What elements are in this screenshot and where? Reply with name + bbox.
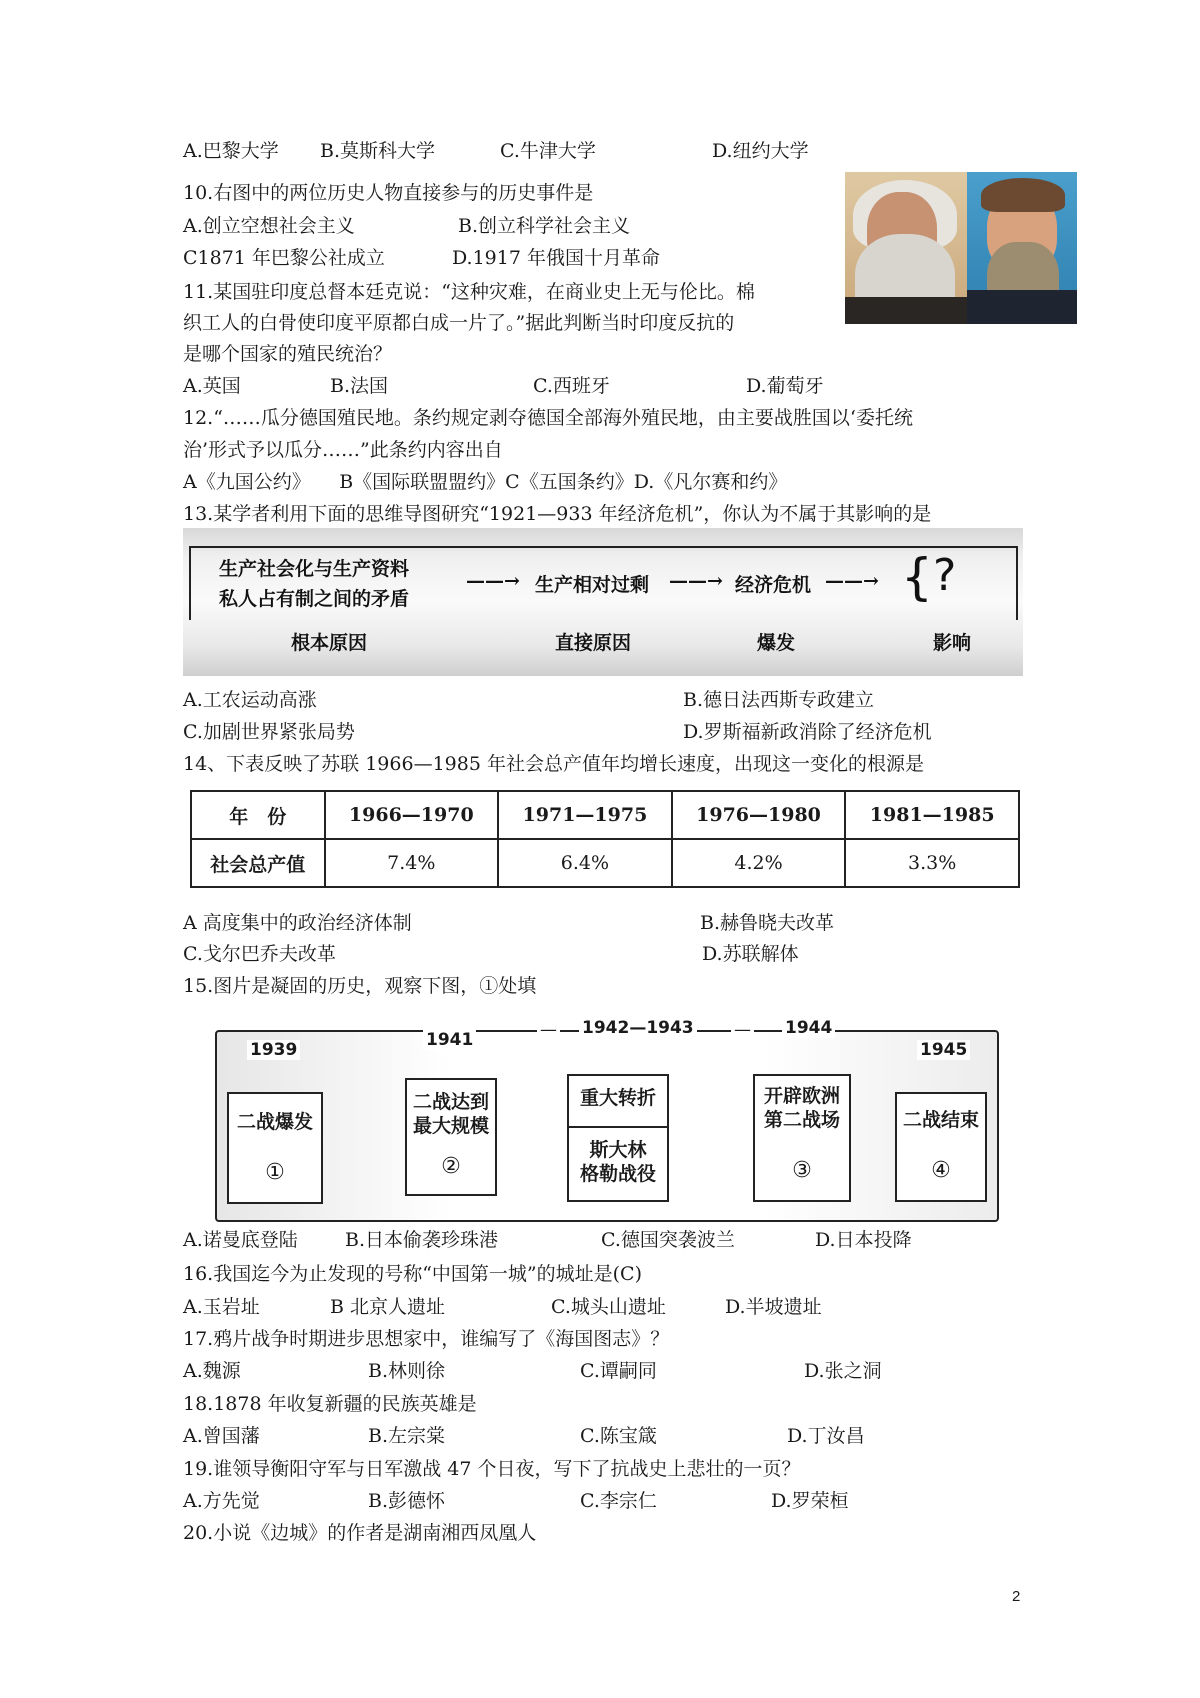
q13-option-a: A.工农运动高涨	[183, 689, 317, 711]
q19-option-a: A.方先觉	[183, 1490, 260, 1512]
mm-arrow-2: ——→	[669, 570, 723, 592]
q17-option-a: A.魏源	[183, 1360, 241, 1382]
question-15: 15.图片是凝固的历史，观察下图，①处填	[183, 975, 537, 997]
question-14: 14、下表反映了苏联 1966—1985 年社会总产值年均增长速度，出现这一变化的根源是	[183, 753, 924, 775]
q17-option-c: C.谭嗣同	[580, 1360, 657, 1382]
table-cell: 4.2%	[672, 839, 846, 887]
timeline-event-label: 二战爆发	[236, 1111, 313, 1133]
timeline-dash: —	[731, 1020, 754, 1040]
mm-label-outbreak: 爆发	[757, 632, 796, 654]
q18-option-b: B.左宗棠	[368, 1425, 446, 1447]
table-cell: 7.4%	[325, 839, 499, 887]
q13-option-b: B.德日法西斯专政建立	[683, 689, 875, 711]
timeline-year: 1944	[782, 1018, 835, 1038]
table-row	[191, 791, 1019, 839]
table-header-cell: 1966—1970	[325, 791, 499, 839]
q11-option-b: B.法国	[330, 375, 389, 397]
question-17: 17.鸦片战争时期进步思想家中，谁编写了《海国图志》？	[183, 1328, 670, 1350]
mm-question-mark: ?	[933, 550, 957, 601]
timeline-event-sublabel: 斯大林 格勒战役	[579, 1139, 656, 1185]
portrait-right	[967, 172, 1077, 324]
question-12-options: A《九国公约》 B《国际联盟盟约》C《五国条约》D.《凡尔赛和约》	[183, 471, 788, 493]
q9-option-c: C.牛津大学	[500, 140, 596, 162]
timeline-dash: —	[537, 1020, 560, 1040]
question-20: 20.小说《边城》的作者是湖南湘西凤凰人	[183, 1522, 537, 1544]
timeline-year: 1941	[423, 1030, 476, 1050]
question-10: 10.右图中的两位历史人物直接参与的历史事件是	[183, 182, 594, 204]
mm-crisis: 经济危机	[735, 574, 812, 596]
q18-option-c: C.陈宝箴	[580, 1425, 657, 1447]
ww2-timeline-figure	[215, 1012, 995, 1218]
q17-option-d: D.张之洞	[804, 1360, 882, 1382]
q19-option-b: B.彭德怀	[368, 1490, 446, 1512]
table-row	[191, 839, 1019, 887]
q9-option-a: A.巴黎大学	[183, 140, 279, 162]
q17-option-b: B.林则徐	[368, 1360, 446, 1382]
q9-option-b: B.莫斯科大学	[320, 140, 436, 162]
timeline-event-label: 二战结束	[902, 1109, 979, 1131]
mm-cause-line1: 生产社会化与生产资料	[219, 558, 410, 580]
mm-arrow-1: ——→	[466, 570, 520, 592]
question-11-line2: 织工人的白骨使印度平原都白成一片了。”据此判断当时印度反抗的	[183, 312, 735, 334]
table-header-cell: 1981—1985	[845, 791, 1019, 839]
q15-option-b: B.日本偷袭珍珠港	[345, 1229, 499, 1251]
question-13: 13.某学者利用下面的思维导图研究“1921—933 年经济危机”，你认为不属于其影响的是	[183, 503, 932, 525]
mm-arrow-3: ——→	[825, 570, 879, 592]
q15-option-c: C.德国突袭波兰	[601, 1229, 735, 1251]
mm-cause-line2: 私人占有制之间的矛盾	[219, 588, 410, 610]
q13-option-c: C.加剧世界紧张局势	[183, 721, 355, 743]
question-12-line2: 治’形式予以瓜分……”此条约内容出自	[183, 439, 503, 461]
mm-label-effect: 影响	[933, 632, 972, 654]
question-19: 19.谁领导衡阳守军与日军激战 47 个日夜，写下了抗战史上悲壮的一页？	[183, 1458, 801, 1480]
mm-brace: {	[901, 548, 933, 606]
question-11-line3: 是哪个国家的殖民统治？	[183, 343, 393, 365]
q9-option-d: D.纽约大学	[712, 140, 809, 162]
page-number: 2	[1012, 1588, 1021, 1605]
timeline-event-label: 二战达到 最大规模	[412, 1091, 489, 1137]
q19-option-d: D.罗荣桓	[771, 1490, 849, 1512]
table-header-cell: 1976—1980	[672, 791, 846, 839]
q11-option-c: C.西班牙	[533, 375, 610, 397]
q14-option-c: C.戈尔巴乔夫改革	[183, 943, 336, 965]
timeline-year: 1945	[917, 1040, 970, 1060]
timeline-event-box	[567, 1074, 669, 1202]
q14-option-d: D.苏联解体	[702, 943, 799, 965]
q15-option-d: D.日本投降	[815, 1229, 912, 1251]
q18-option-a: A.曾国藩	[183, 1425, 260, 1447]
timeline-blank-number: ②	[441, 1154, 461, 1179]
timeline-year: 1942—1943	[579, 1018, 697, 1038]
q16-option-b: B 北京人遗址	[330, 1296, 446, 1318]
q10-option-b: B.创立科学社会主义	[458, 215, 631, 237]
portraits-image	[845, 172, 1077, 324]
question-12-line1: 12.“……瓜分德国殖民地。条约规定剥夺德国全部海外殖民地，由主要战胜国以‘委托统	[183, 407, 913, 429]
q13-option-d: D.罗斯福新政消除了经济危机	[683, 721, 932, 743]
timeline-event-box	[895, 1092, 987, 1202]
timeline-event-box	[405, 1078, 497, 1196]
timeline-event-label: 开辟欧洲 第二战场	[763, 1085, 840, 1131]
mm-label-direct-cause: 直接原因	[555, 632, 632, 654]
timeline-event-label: 重大转折	[579, 1087, 656, 1109]
q11-option-a: A.英国	[183, 375, 241, 397]
q14-option-a: A 高度集中的政治经济体制	[183, 912, 412, 934]
timeline-event-box	[753, 1074, 851, 1202]
timeline-blank-number: ③	[792, 1158, 812, 1183]
table-header-cell: 1971—1975	[498, 791, 672, 839]
question-16: 16.我国迄今为止发现的号称“中国第一城”的城址是(C)	[183, 1263, 643, 1285]
mm-overproduction: 生产相对过剩	[535, 574, 650, 596]
timeline-year: 1939	[247, 1040, 300, 1060]
mm-label-root-cause: 根本原因	[291, 632, 368, 654]
q19-option-c: C.李宗仁	[580, 1490, 657, 1512]
portrait-left	[845, 172, 967, 324]
q16-option-d: D.半坡遗址	[725, 1296, 822, 1318]
table-cell: 社会总产值	[191, 839, 325, 887]
question-11-line1: 11.某国驻印度总督本廷克说：“这种灾难，在商业史上无与伦比。棉	[183, 281, 755, 303]
table-cell: 6.4%	[498, 839, 672, 887]
q11-option-d: D.葡萄牙	[746, 375, 824, 397]
q18-option-d: D.丁汝昌	[787, 1425, 865, 1447]
q16-option-a: A.玉岩址	[183, 1296, 260, 1318]
growth-rate-table	[190, 790, 1020, 888]
q10-option-c: C1871 年巴黎公社成立	[183, 247, 385, 269]
mind-map-figure	[183, 528, 1023, 676]
table-cell: 3.3%	[845, 839, 1019, 887]
q10-option-d: D.1917 年俄国十月革命	[452, 247, 660, 269]
timeline-blank-number: ①	[265, 1160, 285, 1185]
timeline-event-box	[227, 1092, 323, 1204]
q16-option-c: C.城头山遗址	[551, 1296, 666, 1318]
q15-option-a: A.诺曼底登陆	[183, 1229, 298, 1251]
q14-option-b: B.赫鲁晓夫改革	[700, 912, 835, 934]
question-18: 18.1878 年收复新疆的民族英雄是	[183, 1393, 477, 1415]
q10-option-a: A.创立空想社会主义	[183, 215, 355, 237]
timeline-blank-number: ④	[931, 1158, 951, 1183]
table-header-cell: 年 份	[191, 791, 325, 839]
